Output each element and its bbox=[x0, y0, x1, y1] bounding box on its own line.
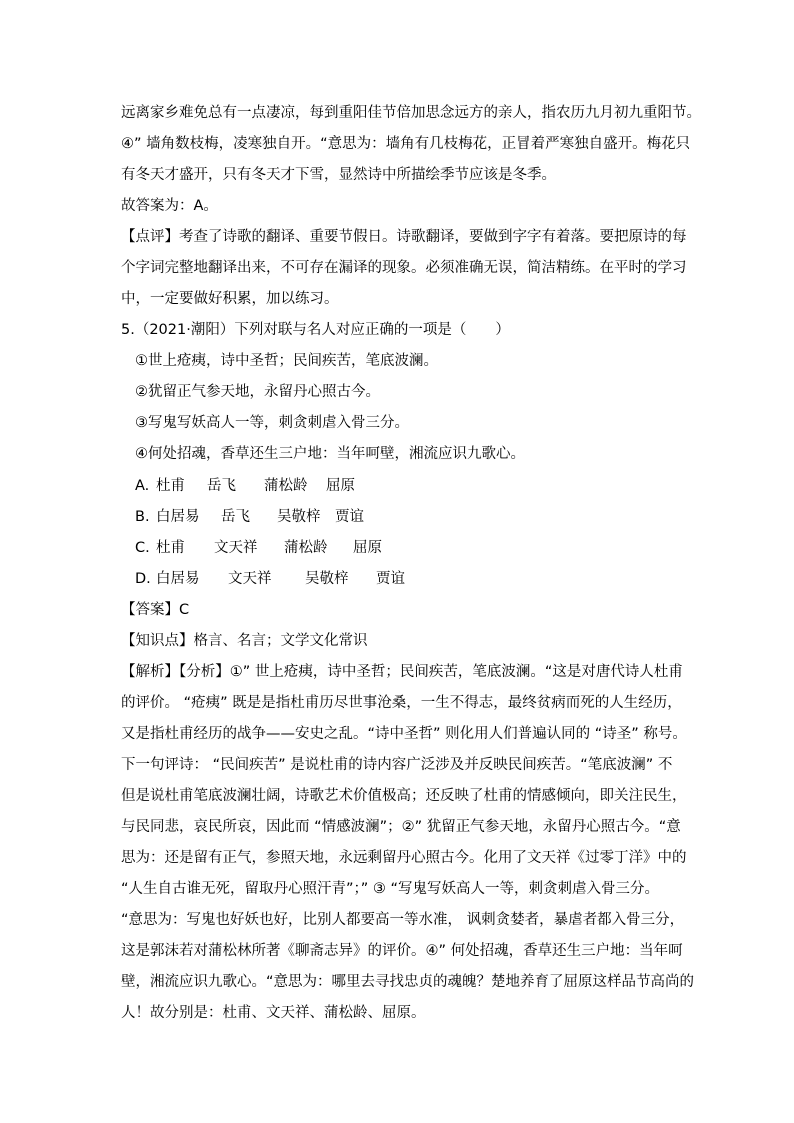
answer-line: 【答案】C bbox=[121, 602, 190, 618]
question-stem: 5.（2021·潮阳）下列对联与名人对应正确的一项是（ ） bbox=[121, 322, 510, 338]
analysis-line: 又是指杜甫经历的战争——安史之乱。“诗中圣哲” 则化用人们普遍认同的 “诗圣” 称号。 bbox=[121, 726, 687, 742]
analysis-line: “人生自古谁无死，留取丹心照汗青”；” ③ “写鬼写妖高人一等，刺贪刺虐入骨三分。 bbox=[121, 881, 660, 897]
option-name: 文天祥 bbox=[214, 540, 258, 556]
option-label: B. bbox=[135, 509, 150, 525]
option-name: 屈原 bbox=[353, 540, 382, 556]
comment-line: 中，一定要做好积累，加以练习。 bbox=[121, 291, 339, 307]
analysis-line: 下一句评诗： “民间疾苦” 是说杜甫的诗内容广泛涉及并反映民间疾苦。“笔底波澜” 不 bbox=[121, 757, 673, 773]
option-name: 岳飞 bbox=[221, 509, 250, 525]
analysis-line: 但是说杜甫笔底波澜壮阔，诗歌艺术价值极高；还反映了杜甫的情感倾向，即关注民生， bbox=[121, 788, 687, 804]
option-name: 岳飞 bbox=[207, 478, 236, 494]
analysis-line: 人！故分别是：杜甫、文天祥、蒲松龄、屈原。 bbox=[121, 1005, 426, 1021]
option-name: 贾谊 bbox=[335, 509, 364, 525]
option-name: 屈原 bbox=[326, 478, 355, 494]
couplet-item: ②犹留正气参天地，永留丹心照古今。 bbox=[135, 384, 380, 400]
option-label: A. bbox=[135, 478, 150, 494]
couplet-item: ①世上疮痍，诗中圣哲；民间疾苦，笔底波澜。 bbox=[135, 353, 438, 369]
option-name: 蒲松龄 bbox=[284, 540, 328, 556]
option-name: 蒲松龄 bbox=[264, 478, 308, 494]
couplet-item: ③写鬼写妖高人一等，刺贪刺虐入骨三分。 bbox=[135, 415, 409, 431]
analysis-line: “意思为：写鬼也好妖也好，比别人都要高一等水准， 讽刺贪婪者，暴虐者都入骨三分， bbox=[121, 912, 685, 928]
analysis-line: 【解析】【分析】①” 世上疮痍，诗中圣哲；民间疾苦，笔底波澜。“这是对唐代诗人杜甫 bbox=[121, 664, 683, 680]
option-label: D. bbox=[135, 571, 151, 587]
option-name: 白居易 bbox=[156, 571, 200, 587]
explanation-line: 远离家乡难免总有一点凄凉，每到重阳佳节倍加思念远方的亲人，指农历九月初九重阳节。 bbox=[121, 105, 701, 121]
explanation-line: 有冬天才盛开，只有冬天才下雪，显然诗中所描绘季节应该是冬季。 bbox=[121, 167, 556, 183]
analysis-line: 思为：还是留有正气，参照天地，永远剩留丹心照古今。化用了文天祥《过零丁洋》中的 bbox=[121, 850, 687, 866]
comment-line: 个字词完整地翻译出来，不可存在漏译的现象。必须准确无误，简洁精练。在平时的学习 bbox=[121, 260, 687, 276]
option-name: 白居易 bbox=[156, 509, 200, 525]
option-name: 文天祥 bbox=[228, 571, 272, 587]
knowledge-point: 【知识点】格言、名言；文学文化常识 bbox=[121, 633, 368, 649]
analysis-line: 与民同悲，哀民所哀，因此而 “情感波澜”；②” 犹留正气参天地，永留丹心照古今。“意 bbox=[121, 819, 681, 835]
option-name: 杜甫 bbox=[156, 478, 185, 494]
analysis-line: 这是郭沫若对蒲松林所著《聊斋志异》的评价。④” 何处招魂，香草还生三户地：当年呵 bbox=[121, 943, 683, 959]
analysis-line: 壁，湘流应识九歌心。“意思为：哪里去寻找忠贞的魂魄？楚地养育了屈原这样品节高尚的 bbox=[121, 974, 695, 990]
couplet-item: ④何处招魂，香草还生三户地：当年呵壁，湘流应识九歌心。 bbox=[135, 446, 525, 462]
option-name: 贾谊 bbox=[376, 571, 405, 587]
option-name: 杜甫 bbox=[156, 540, 185, 556]
comment-line: 【点评】考查了诗歌的翻译、重要节假日。诗歌翻译，要做到字字有着落。要把原诗的每 bbox=[121, 229, 687, 245]
option-name: 吴敬梓 bbox=[277, 509, 321, 525]
option-label: C. bbox=[135, 540, 150, 556]
previous-answer: 故答案为：A。 bbox=[121, 198, 218, 214]
option-name: 吴敬梓 bbox=[305, 571, 349, 587]
analysis-line: 的评价。 “疮痍” 既是是指杜甫历尽世事沧桑，一生不得志，最终贫病而死的人生经历， bbox=[121, 695, 682, 711]
explanation-line: ④” 墙角数枝梅，凌寒独自开。“意思为：墙角有几枝梅花，正冒着严寒独自盛开。梅花只 bbox=[121, 136, 691, 152]
